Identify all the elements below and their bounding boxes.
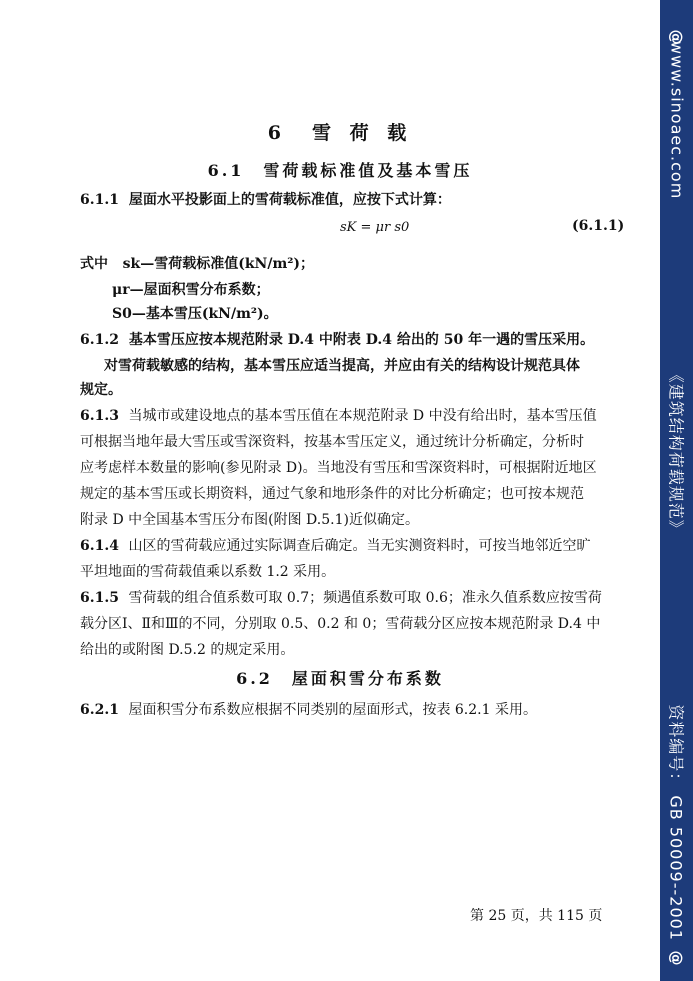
where-symbol-sk: sk—雪荷载标准值(kN/m²)；: [122, 256, 315, 272]
code-label: 资料编号：: [666, 703, 685, 789]
clause-6-1-5-line-3: 给出的或附图 D.5.2 的规定采用。: [80, 642, 295, 658]
clause-6-1-3: [80, 406, 597, 426]
clause-6-1-2-note-2: 规定。: [80, 382, 122, 398]
section-title-6-2: 6.2 屋面积雪分布系数: [236, 669, 444, 688]
page-footer: 第 25 页，共 115 页: [470, 908, 603, 924]
clause-6-1-4: [80, 536, 590, 556]
clause-6-1-5-line-2: 载分区Ⅰ、Ⅱ和Ⅲ的不同，分别取 0.5、0.2 和 0；雪荷载分区应按本规范附录 D.4 中: [80, 616, 601, 632]
clause-text: 山区的雪荷载应通过实际调查后确定。当无实测资料时，可按当地邻近空旷: [128, 538, 591, 554]
formula-number: (6.1.1): [572, 218, 625, 234]
where-symbol-s0: S0—基本雪压(kN/m²)。: [112, 306, 278, 322]
sidebar-text: [665, 41, 688, 941]
clause-6-1-3-line-2: 可根据当地年最大雪压或雪深资料，按基本雪压定义，通过统计分析确定，分析时: [80, 434, 584, 450]
clause-text: 屋面积雪分布系数应根据不同类别的屋面形式，按表 6.2.1 采用。: [128, 702, 537, 718]
where-line-1: [80, 254, 314, 274]
code-value: GB 50009--2001: [666, 794, 685, 941]
clause-text: 雪荷载的组合值系数可取 0.7；频遇值系数可取 0.6；准永久值系数应按雪荷: [128, 590, 602, 606]
clause-6-1-4-line-2: 平坦地面的雪荷载值乘以系数 1.2 采用。: [80, 564, 336, 580]
clause-number: 6.1.3: [80, 408, 119, 424]
clause-6-1-5: [80, 588, 602, 608]
clause-text: 当城市或建设地点的基本雪压值在本规范附录 D 中没有给出时，基本雪压值: [128, 408, 597, 424]
clause-6-1-3-line-3: 应考虑样本数量的影响(参见附录 D)。当地没有雪压和雪深资料时，可根据附近地区: [80, 460, 597, 476]
clause-6-1-2: [80, 330, 594, 350]
clause-6-1-1: [80, 190, 451, 210]
clause-number: 6.1.2: [80, 332, 119, 348]
website-link[interactable]: www.sinoaec.com: [667, 40, 686, 199]
clause-number: 6.2.1: [80, 702, 119, 718]
code-info: [665, 704, 688, 941]
where-lead: 式中: [80, 256, 108, 272]
formula: sK = μr s0: [340, 220, 410, 235]
clause-6-2-1: [80, 700, 537, 720]
book-title: 《建筑结构荷载规范》: [666, 366, 685, 537]
top-mark: @: [667, 29, 686, 45]
clause-6-1-3-line-5: 附录 D 中全国基本雪压分布图(附图 D.5.1)近似确定。: [80, 512, 419, 528]
bottom-mark: @: [667, 950, 686, 966]
clause-number: 6.1.4: [80, 538, 119, 554]
clause-text: 基本雪压应按本规范附录 D.4 中附表 D.4 给出的 50 年一遇的雪压采用。: [128, 332, 595, 348]
clause-number: 6.1.5: [80, 590, 119, 606]
clause-6-1-3-line-4: 规定的基本雪压或长期资料，通过气象和地形条件的对比分析确定；也可按本规范: [80, 486, 584, 502]
chapter-title: 6 雪 荷 载: [267, 122, 413, 144]
section-title-6-1: 6.1 雪荷载标准值及基本雪压: [207, 161, 473, 180]
clause-text: 屋面水平投影面上的雪荷载标准值，应按下式计算：: [128, 192, 451, 208]
clause-6-1-2-note-1: 对雪荷载敏感的结构，基本雪压应适当提高，并应由有关的结构设计规范具体: [104, 358, 580, 374]
sidebar-banner: [660, 0, 693, 981]
clause-number: 6.1.1: [80, 192, 119, 208]
where-symbol-mur: μr—屋面积雪分布系数；: [112, 282, 270, 298]
